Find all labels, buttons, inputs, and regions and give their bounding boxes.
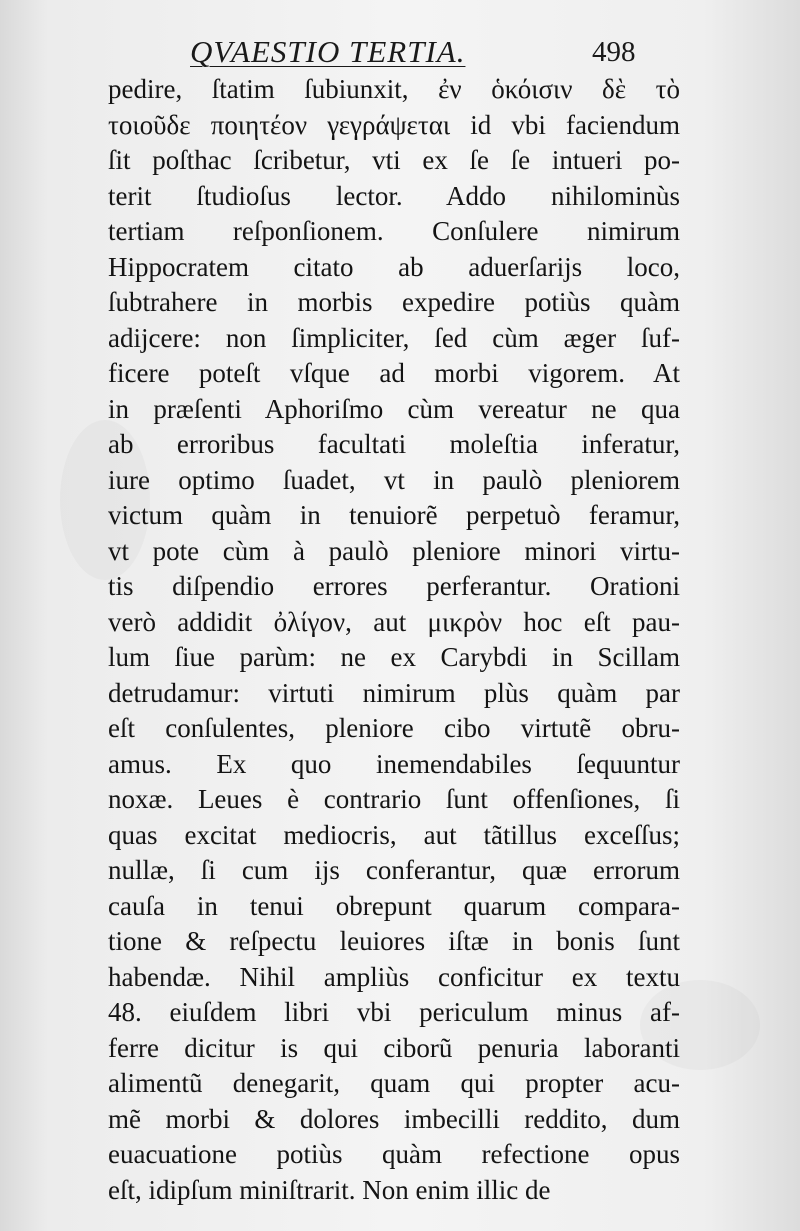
text-line: noxæ. Leues è contrario ſunt offenſiones, ſi bbox=[108, 784, 680, 814]
text-line: ficere poteſt vſque ad morbi vigorem. At bbox=[108, 358, 680, 388]
text-line: ferre dicitur is qui ciborũ penuria laboranti bbox=[108, 1032, 680, 1063]
text-line: vt pote cùm à paulò pleniore minori virtu- bbox=[108, 535, 680, 566]
text-line: amus. Ex quo inemendabiles ſequuntur bbox=[108, 748, 680, 779]
page-header bbox=[0, 30, 800, 74]
text-line: cauſa in tenui obrepunt quarum compara- bbox=[108, 890, 680, 921]
body-text bbox=[108, 72, 680, 1208]
text-line: τοιοῦδε ποιητέον γεγράψεται id vbi faciendum bbox=[108, 109, 680, 140]
text-line: 48. eiuſdem libri vbi periculum minus af- bbox=[108, 997, 680, 1027]
text-line: verò addidit ὀλίγον, aut μικρὸν hoc eſt pau- bbox=[108, 606, 680, 637]
text-line: tis diſpendio errores perferantur. Orationi bbox=[108, 571, 680, 601]
page-number: 498 bbox=[592, 36, 636, 68]
text-line: adijcere: non ſimpliciter, ſed cùm æger ſuf- bbox=[108, 322, 680, 353]
text-line: lum ſiue parùm: ne ex Carybdi in Scillam bbox=[108, 642, 680, 672]
text-line: ſubtrahere in morbis expedire potiùs quàm bbox=[108, 287, 680, 317]
text-line: pedire, ſtatim ſubiunxit, ἐν ὁκόισιν δὲ τὸ bbox=[108, 74, 680, 104]
text-line: ſit poſthac ſcribetur, vti ex ſe ſe intueri po- bbox=[108, 145, 680, 175]
text-line: eſt, idipſum miniſtrarit. Non enim illic de bbox=[108, 1174, 551, 1205]
text-line: in præſenti Aphoriſmo cùm vereatur ne qua bbox=[108, 393, 680, 424]
text-line: tertiam reſponſionem. Conſulere nimirum bbox=[108, 216, 680, 246]
text-line: eſt conſulentes, pleniore cibo virtutẽ obru- bbox=[108, 713, 680, 743]
text-line: tione & reſpectu leuiores iſtæ in bonis ſunt bbox=[108, 926, 680, 956]
text-line: Hippocratem citato ab aduerſarijs loco, bbox=[108, 251, 680, 282]
text-line: terit ſtudioſus lector. Addo nihilominùs bbox=[108, 180, 680, 211]
text-line: iure optimo ſuadet, vt in paulò pleniorem bbox=[108, 464, 680, 495]
text-line: quas excitat mediocris, aut tãtillus exceſſus; bbox=[108, 819, 680, 850]
text-line: habendæ. Nihil ampliùs conficitur ex textu bbox=[108, 961, 680, 992]
text-line: detrudamur: virtuti nimirum plùs quàm par bbox=[108, 677, 680, 708]
text-line: euacuatione potiùs quàm refectione opus bbox=[108, 1139, 680, 1169]
running-title: QVAESTIO TERTIA. bbox=[190, 34, 466, 69]
text-line: victum quàm in tenuiorẽ perpetuò feramur, bbox=[108, 500, 680, 530]
text-line: nullæ, ſi cum ijs conferantur, quæ errorum bbox=[108, 855, 680, 885]
text-line: ab erroribus facultati moleſtia inferatur, bbox=[108, 429, 680, 459]
text-line: alimentũ denegarit, quam qui propter acu- bbox=[108, 1068, 680, 1098]
text-line: mẽ morbi & dolores imbecilli reddito, dum bbox=[108, 1103, 680, 1134]
